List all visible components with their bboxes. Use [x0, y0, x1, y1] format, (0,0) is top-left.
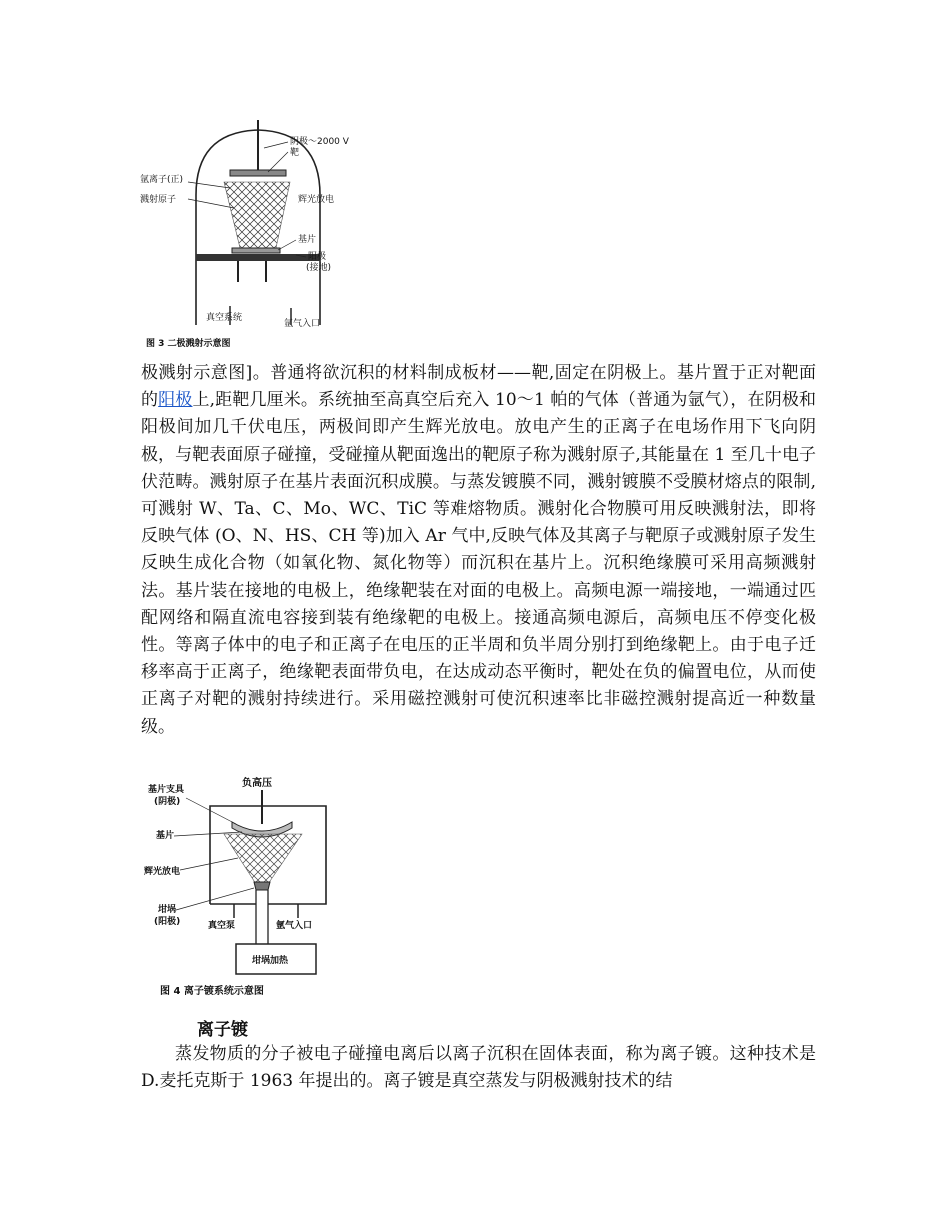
- figure-4-caption: 图 4 离子镀系统示意图: [160, 986, 264, 997]
- label-substrate: 基片: [156, 831, 175, 841]
- sputter-cloud: [224, 182, 290, 248]
- label-substrate: 基片: [298, 235, 317, 245]
- label-crucible-heating: 坩埚加热: [252, 956, 289, 966]
- label-crucible-anode: (阳极): [154, 917, 181, 927]
- label-anode: 阳极: [308, 252, 327, 262]
- paragraph-1-text-b: 上,距靶几厘米。系统抽至高真空后充入 10～1 帕的气体（普通为氩气），在阴极和阳极间加几千伏电压，两极间即产生辉光放电。放电产生的正离子在电场作用下飞向阴极，与靶表面原子碰撞，受碰撞从靶面逸出的靶原子称为溅射原子,其能量在 1 至几十电子伏范畴。溅射原子在基片表面沉积成膜。与蒸发镀膜不同，溅射镀膜不受膜材熔点的限制,可溅射 W、Ta、C、Mo、WC、TiC 等难熔物质。溅射化合物膜可用反映溅射法，即将反映气体 (O、N、HS、CH 等)加入 Ar 气中,反映气体及其离子与靶原子或溅射原子发生反映生成化合物（如氧化物、氮化物等）而沉积在基片上。沉积绝缘膜可采用高频溅射法。基片装在接地的电极上，绝缘靶装在对面的电极上。高频电源一端接地，一端通过匹配网络和隔直流电容接到装有绝缘靶的电极上。接通高频电源后，高频电压不停变化极性。等离子体中的电子和正离子在电压的正半周和负半周分别打到绝缘靶上。由于电子迁移率高于正离子，绝缘靶表面带负电，在达成动态平衡时，靶处在负的偏置电位，从而使正离子对靶的溅射持续进行。采用磁控溅射可使沉积速率比非磁控溅射提高近一种数量级。: [141, 390, 817, 737]
- label-glow-discharge: 辉光放电: [298, 195, 335, 205]
- label-negative-hv: 负高压: [242, 778, 272, 789]
- label-glow-discharge: 辉光放电: [144, 867, 181, 877]
- label-anode-ground: (接地): [306, 263, 332, 273]
- paragraph-1-text-a: 极溅射示意图]。普通将欲沉积的材料制成板材——靶,固定在阴极上。基片置于正对靶面的: [141, 363, 816, 411]
- label-holder-cathode: (阴极): [154, 797, 181, 807]
- label-argon-ion: 氩离子(正): [140, 175, 184, 185]
- target-plate: [230, 170, 286, 176]
- figure-3-caption: 图 3 二极溅射示意图: [146, 339, 231, 349]
- anode-link[interactable]: 阳极: [158, 390, 193, 411]
- section-heading-ion-plating: 离子镀: [197, 1020, 248, 1040]
- label-vacuum-pump: 真空泵: [208, 921, 236, 931]
- figure-4-diagram: [138, 776, 348, 1002]
- paragraph-sputtering: [141, 360, 816, 741]
- paragraph-ion-plating: 蒸发物质的分子被电子碰撞电离后以离子沉积在固体表面，称为离子镀。这种技术是 D.麦托克斯于 1963 年提出的。离子镀是真空蒸发与阴极溅射技术的结: [141, 1044, 816, 1092]
- glow-cloud: [224, 834, 302, 884]
- label-vacuum-system: 真空系统: [206, 313, 243, 323]
- figure-4-ion-plating: [138, 776, 348, 1002]
- figure-3-diode-sputtering: [138, 120, 398, 352]
- crucible: [254, 882, 270, 890]
- anode-plate: [196, 254, 320, 261]
- label-crucible: 坩埚: [158, 905, 177, 915]
- figure-3-diagram: [138, 120, 398, 352]
- label-argon-inlet: 氩气入口: [284, 319, 321, 329]
- label-holder: 基片支具: [148, 785, 185, 795]
- label-target: 靶: [290, 148, 300, 158]
- label-sputtered-atom: 溅射原子: [140, 195, 177, 205]
- label-cathode: 阴极～2000 V: [290, 137, 349, 147]
- substrate: [232, 248, 280, 253]
- label-argon-inlet: 氩气入口: [276, 921, 313, 931]
